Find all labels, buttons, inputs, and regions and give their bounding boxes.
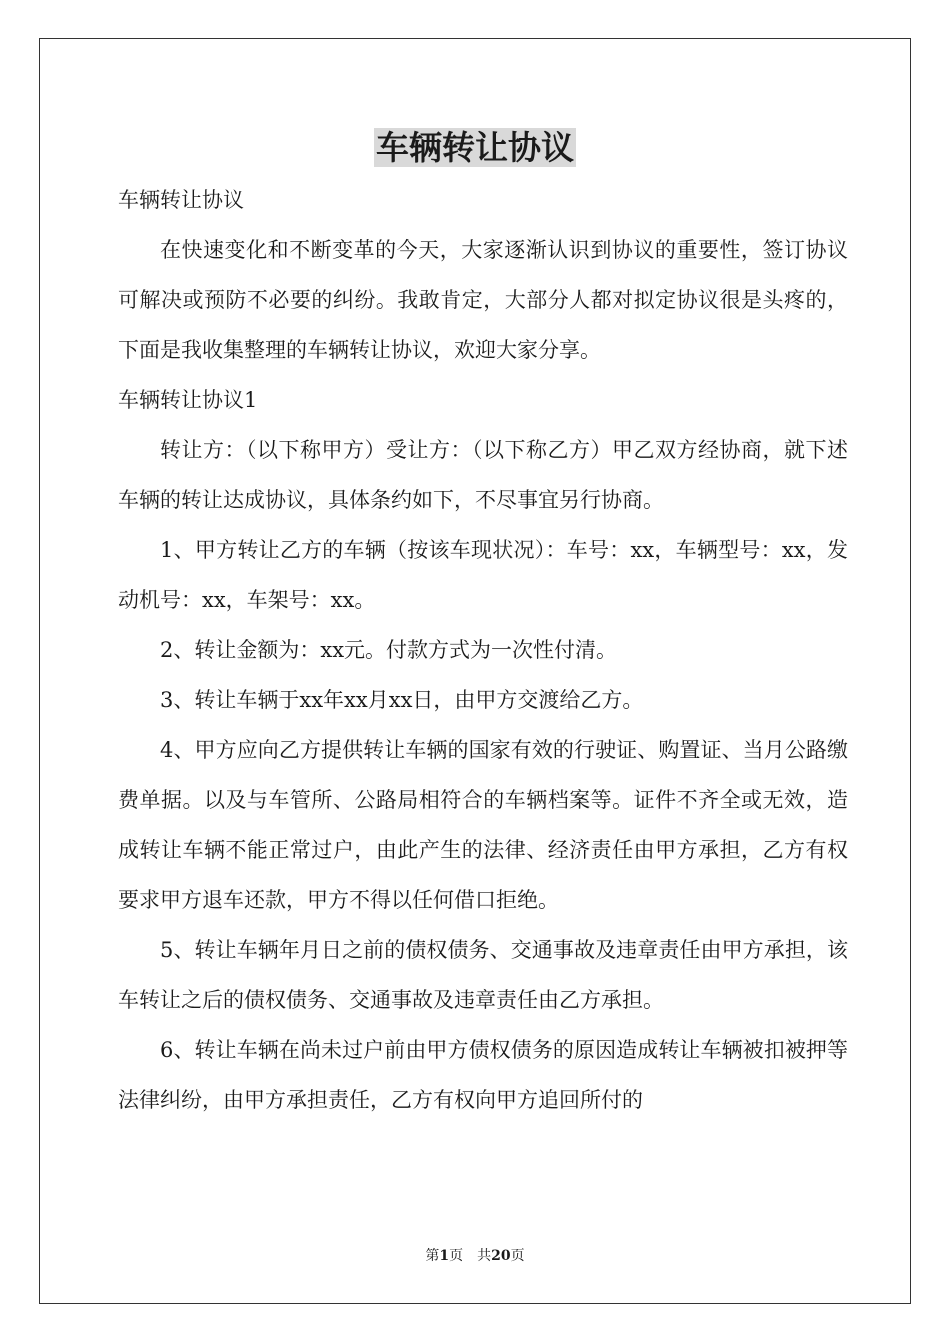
paragraph-subtitle: 车辆转让协议: [118, 188, 244, 212]
page-footer: [0, 1246, 950, 1266]
paragraph-clause-4: 4、甲方应向乙方提供转让车辆的国家有效的行驶证、购置证、当月公路缴费单据。以及与车管所、公路局相符合的车辆档案等。证件不齐全或无效，造成转让车辆不能正常过户，由此产生的法律、经济责任由甲方承担，乙方有权要求甲方退车还款，甲方不得以任何借口拒绝。: [118, 738, 848, 912]
paragraph-clause-6: 6、转让车辆在尚未过户前由甲方债权债务的原因造成转让车辆被扣被押等法律纠纷，由甲方承担责任，乙方有权向甲方追回所付的: [118, 1038, 848, 1112]
paragraph-clause-1: 1、甲方转让乙方的车辆（按该车现状况）：车号：xx，车辆型号：xx，发动机号：xx，车架号：xx。: [118, 538, 848, 612]
footer-current-page: 1: [439, 1248, 450, 1264]
footer-suffix: 页: [510, 1248, 525, 1264]
document-title-text: 车辆转让协议: [376, 128, 574, 167]
footer-total-pages: 20: [491, 1248, 511, 1264]
paragraph-clause-5: 5、转让车辆年月日之前的债权债务、交通事故及违章责任由甲方承担，该车转让之后的债权债务、交通事故及违章责任由乙方承担。: [118, 938, 848, 1012]
document-body: [118, 175, 848, 1125]
footer-prefix: 第: [425, 1248, 440, 1264]
paragraph-intro: 在快速变化和不断变革的今天，大家逐渐认识到协议的重要性，签订协议可解决或预防不必要的纠纷。我敢肯定，大部分人都对拟定协议很是头疼的，下面是我收集整理的车辆转让协议，欢迎大家分享。: [118, 238, 848, 362]
paragraph-parties: 转让方：（以下称甲方）受让方：（以下称乙方）甲乙双方经协商，就下述车辆的转让达成协议，具体条约如下，不尽事宜另行协商。: [118, 438, 848, 512]
footer-mid: 页 共: [449, 1248, 492, 1264]
paragraph-section-heading: 车辆转让协议1: [118, 388, 258, 412]
paragraph-clause-3: 3、转让车辆于xx年xx月xx日，由甲方交渡给乙方。: [160, 688, 644, 712]
paragraph-clause-2: 2、转让金额为：xx元。付款方式为一次性付清。: [160, 638, 618, 662]
document-title: [0, 124, 950, 172]
